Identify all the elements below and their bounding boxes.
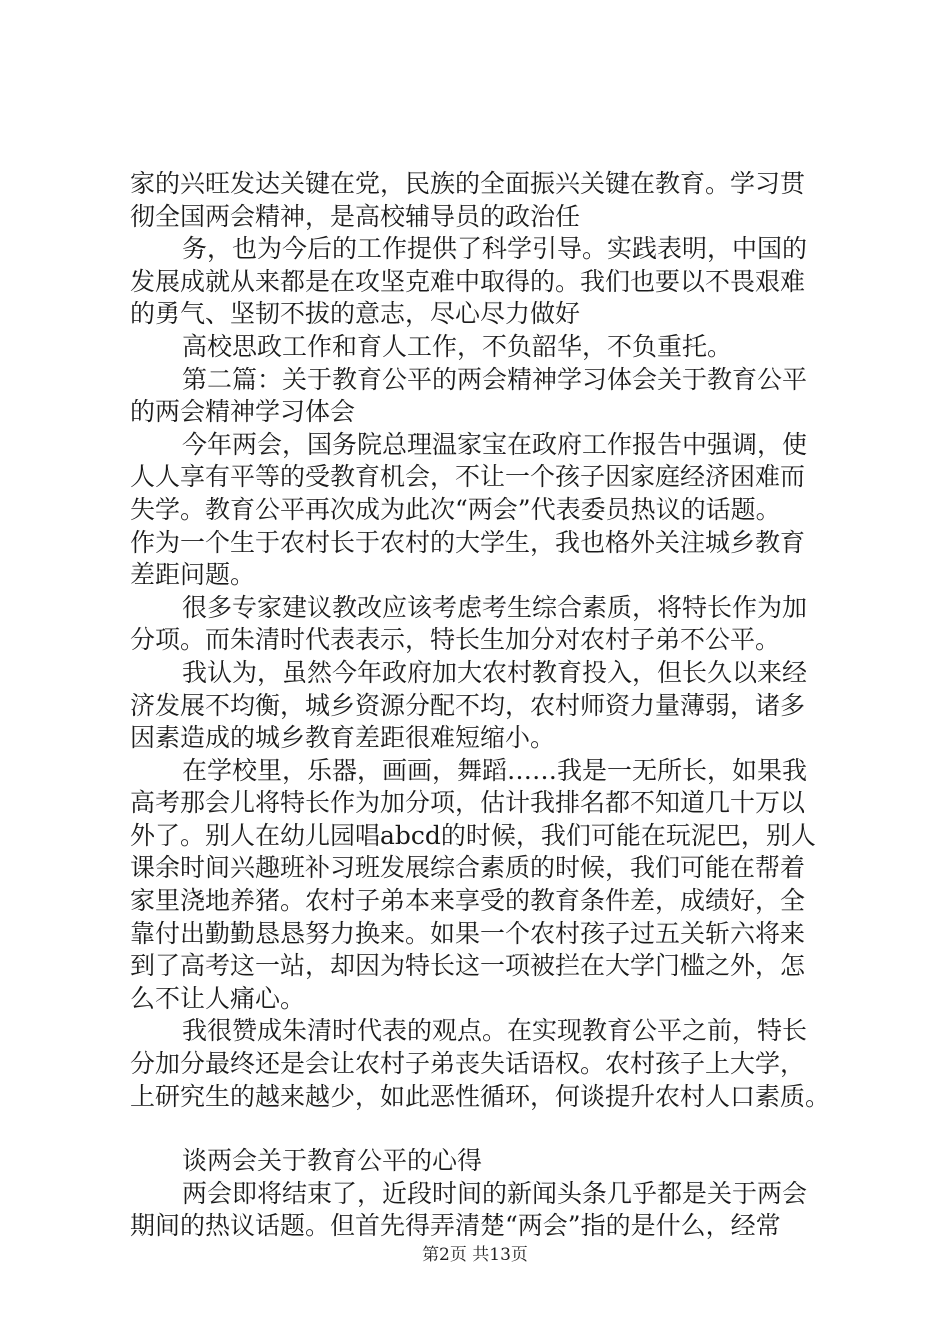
text-line: 家的兴旺发达关键在党，民族的全面振兴关键在教育。学习贯 bbox=[130, 169, 806, 198]
text-line: 很多专家建议教改应该考虑考生综合素质，将特长作为加 bbox=[182, 592, 808, 622]
section-heading: 第二篇：关于教育公平的两会精神学习体会关于教育公平 bbox=[182, 364, 808, 394]
text-line: 今年两会，国务院总理温家宝在政府工作报告中强调，使 bbox=[182, 429, 808, 459]
text-line: 家里浇地养猪。农村子弟本来享受的教育条件差，成绩好，全 bbox=[130, 886, 806, 916]
text-line: 的勇气、坚韧不拔的意志，尽心尽力做好 bbox=[130, 299, 581, 329]
text-line: 我认为，虽然今年政府加大农村教育投入，但长久以来经 bbox=[182, 657, 808, 687]
text-line: 在学校里，乐器，画画，舞蹈……我是一无所长，如果我 bbox=[182, 755, 808, 785]
text-line: 作为一个生于农村长于农村的大学生，我也格外关注城乡教育 bbox=[130, 527, 806, 557]
text-line: 我很赞成朱清时代表的观点。在实现教育公平之前，特长 bbox=[182, 1016, 808, 1046]
text-line: 么不让人痛心。 bbox=[130, 983, 306, 1013]
text-line: 靠付出勤勤恳恳努力换来。如果一个农村孩子过五关斩六将来 bbox=[130, 918, 806, 948]
text-line: 上研究生的越来越少，如此恶性循环，何谈提升农村人口素质。 bbox=[130, 1081, 830, 1111]
paragraph-gap bbox=[130, 1113, 830, 1145]
text-line: 济发展不均衡，城乡资源分配不均，农村师资力量薄弱，诸多 bbox=[130, 690, 806, 720]
section-heading: 的两会精神学习体会 bbox=[130, 397, 356, 427]
text-line: 人人享有平等的受教育机会，不让一个孩子因家庭经济困难而 bbox=[130, 462, 806, 492]
text-line: 分加分最终还是会让农村子弟丧失话语权。农村孩子上大学， bbox=[130, 1049, 806, 1079]
page-number-footer: 第2页 共13页 bbox=[422, 1245, 528, 1265]
text-line: 两会即将结束了，近段时间的新闻头条几乎都是关于两会 bbox=[182, 1178, 808, 1208]
text-line: 期间的热议话题。但首先得弄清楚“两会”指的是什么，经常 bbox=[130, 1211, 781, 1241]
text-line: 因素造成的城乡教育差距很难短缩小。 bbox=[130, 723, 556, 753]
text-line: 彻全国两会精神，是高校辅导员的政治任 bbox=[130, 201, 581, 231]
text-line: 课余时间兴趣班补习班发展综合素质的时候，我们可能在帮着 bbox=[130, 853, 806, 883]
text-line: 务，也为今后的工作提供了科学引导。实践表明，中国的 bbox=[182, 234, 808, 264]
text-line: 发展成就从来都是在攻坚克难中取得的。我们也要以不畏艰难 bbox=[130, 266, 806, 296]
document-body bbox=[130, 168, 830, 1243]
section-heading: 谈两会关于教育公平的心得 bbox=[182, 1146, 483, 1176]
text-line: 外了。别人在幼儿园唱abcd的时候，我们可能在玩泥巴，别人 bbox=[130, 820, 816, 850]
text-line: 失学。教育公平再次成为此次“两会”代表委员热议的话题。 bbox=[130, 494, 781, 524]
text-line: 差距问题。 bbox=[130, 560, 256, 590]
text-line: 分项。而朱清时代表表示，特长生加分对农村子弟不公平。 bbox=[130, 625, 781, 655]
text-line: 到了高考这一站，却因为特长这一项被拦在大学门槛之外，怎 bbox=[130, 951, 806, 981]
text-line: 高考那会儿将特长作为加分项，估计我排名都不知道几十万以 bbox=[130, 788, 806, 818]
text-line: 高校思政工作和育人工作，不负韶华，不负重托。 bbox=[182, 331, 733, 361]
